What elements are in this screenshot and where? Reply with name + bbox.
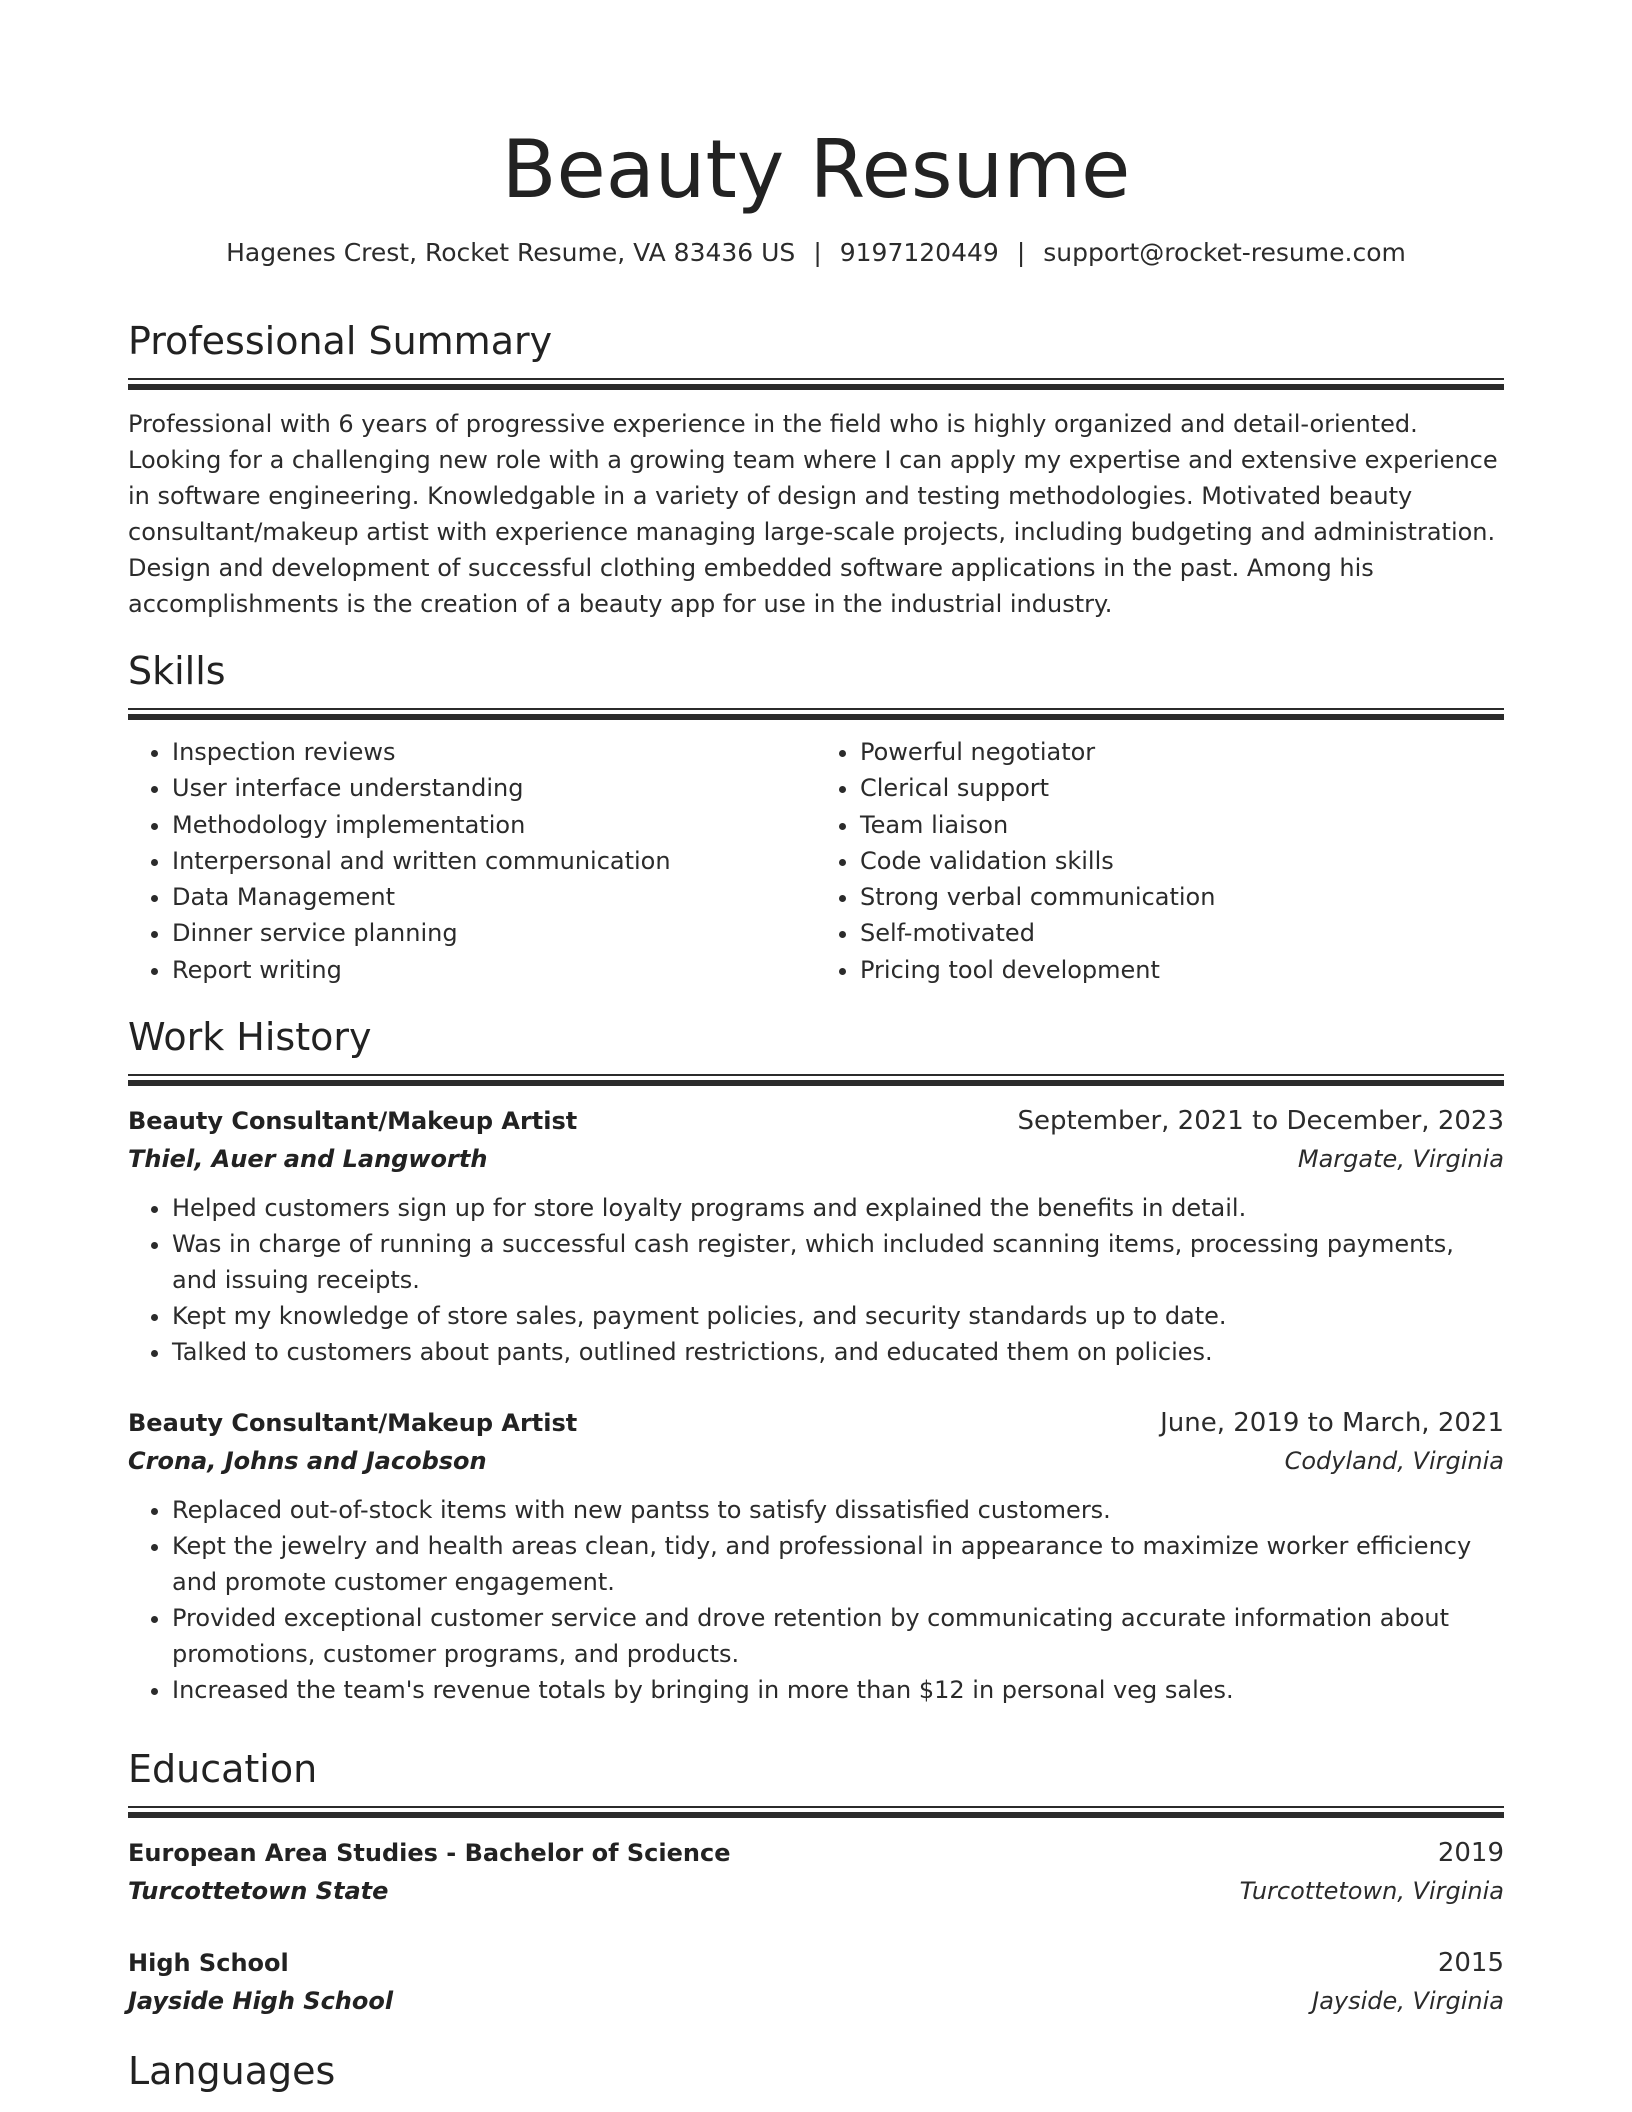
education-section [128, 1746, 1504, 2020]
section-divider [128, 378, 1504, 380]
contact-separator: | [813, 238, 822, 267]
job-duty: • Kept the jewelry and health areas clean, tidy, and professional in appearance to maximize worker efficiency and promote customer engagement. [172, 1528, 1504, 1600]
resume-name: Beauty Resume [501, 123, 1131, 216]
skill-item: • Report writing [172, 952, 816, 988]
section-divider [128, 714, 1504, 720]
job-duty: • Provided exceptional customer service and drove retention by communicating accurate information about promotions, customer programs, and products. [172, 1600, 1504, 1672]
section-divider [128, 1812, 1504, 1818]
job-location: Margate, Virginia [1297, 1145, 1504, 1173]
skill-item: • Powerful negotiator [860, 734, 1504, 770]
work-history-section [128, 1014, 1504, 1708]
education-year: 2015 [1437, 1948, 1504, 1978]
job-duty: • Helped customers sign up for store loyalty programs and explained the benefits in detail. [172, 1190, 1504, 1226]
education-entry [128, 1834, 1504, 1910]
skill-item: • Data Management [172, 879, 816, 915]
education-location: Turcottetown, Virginia [1239, 1877, 1504, 1905]
skill-item: • Clerical support [860, 770, 1504, 806]
skill-item: • User interface understanding [172, 770, 816, 806]
contact-address: Hagenes Crest, Rocket Resume, VA 83436 US [226, 238, 796, 267]
summary-text: Professional with 6 years of progressive experience in the field who is highly organized and detail-oriented. Looking for a challenging new role with a growing team where I can apply my expertise and extensive experience in software engineering. Knowledgable in a variety of design and testing methodologies. Motivated beauty consultant/makeup artist with experience managing large-scale projects, including budgeting and administration. Design and development of successful clothing embedded software applications in the past. Among his accomplishments is the creation of a beauty app for use in the industrial industry. [128, 410, 1498, 618]
skill-item: • Strong verbal communication [860, 879, 1504, 915]
skill-item: • Dinner service planning [172, 915, 816, 951]
education-degree: High School [128, 1949, 289, 1977]
section-divider [128, 708, 1504, 710]
skill-item: • Self-motivated [860, 915, 1504, 951]
resume-page [128, 0, 1504, 2093]
skill-item: • Team liaison [860, 807, 1504, 843]
contact-phone: 9197120449 [839, 238, 999, 267]
job-location: Codyland, Virginia [1284, 1447, 1504, 1475]
work-history-heading: Work History [128, 1015, 372, 1059]
skills-list-right [816, 734, 1504, 988]
job-dates: June, 2019 to March, 2021 [1160, 1408, 1504, 1438]
skill-item: • Code validation skills [860, 843, 1504, 879]
education-entry [128, 1944, 1504, 2020]
skills-section [128, 648, 1504, 988]
languages-section [128, 2048, 1504, 2094]
summary-section [128, 318, 1504, 622]
contact-line [128, 236, 1504, 270]
skill-item: • Methodology implementation [172, 807, 816, 843]
education-location: Jayside, Virginia [1312, 1987, 1504, 2015]
skill-item: • Interpersonal and written communication [172, 843, 816, 879]
job-entry [128, 1404, 1504, 1708]
job-duty: • Increased the team's revenue totals by bringing in more than $12 in personal veg sales. [172, 1672, 1504, 1708]
section-divider [128, 1080, 1504, 1086]
education-school: Turcottetown State [128, 1877, 389, 1905]
skills-list-left [128, 734, 816, 988]
job-duties [128, 1190, 1504, 1370]
job-dates: September, 2021 to December, 2023 [1017, 1106, 1504, 1136]
education-school: Jayside High School [128, 1987, 394, 2015]
contact-email: support@rocket-resume.com [1043, 238, 1406, 267]
job-title: Beauty Consultant/Makeup Artist [128, 1107, 578, 1135]
education-year: 2019 [1437, 1838, 1504, 1868]
job-entry [128, 1102, 1504, 1370]
education-heading: Education [128, 1747, 318, 1791]
job-duty: • Replaced out-of-stock items with new pantss to satisfy dissatisfied customers. [172, 1492, 1504, 1528]
contact-separator: | [1016, 238, 1026, 267]
languages-heading: Languages [128, 2049, 336, 2093]
job-duties [128, 1492, 1504, 1708]
section-divider [128, 384, 1504, 390]
job-company: Crona, Johns and Jacobson [128, 1447, 487, 1475]
summary-heading: Professional Summary [128, 319, 553, 363]
skills-columns [128, 734, 1504, 988]
job-company: Thiel, Auer and Langworth [128, 1145, 488, 1173]
job-duty: • Kept my knowledge of store sales, payment policies, and security standards up to date. [172, 1298, 1504, 1334]
section-divider [128, 1806, 1504, 1808]
section-divider [128, 1074, 1504, 1076]
education-degree: European Area Studies - Bachelor of Science [128, 1839, 731, 1867]
skill-item: • Inspection reviews [172, 734, 816, 770]
job-duty: • Talked to customers about pants, outlined restrictions, and educated them on policies. [172, 1334, 1504, 1370]
skill-item: • Pricing tool development [860, 952, 1504, 988]
skills-heading: Skills [128, 649, 226, 693]
job-duty: • Was in charge of running a successful cash register, which included scanning items, processing payments, and issuing receipts. [172, 1226, 1504, 1298]
job-title: Beauty Consultant/Makeup Artist [128, 1409, 578, 1437]
